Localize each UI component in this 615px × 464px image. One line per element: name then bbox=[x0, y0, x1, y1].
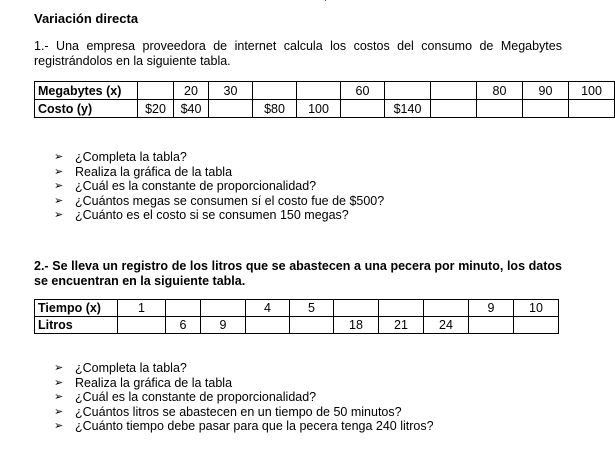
question-text: ¿Cuántos megas se consumen sí el costo fue de $500? bbox=[75, 193, 385, 208]
table-cell: 10 bbox=[514, 300, 559, 317]
question-text: ¿Cuánto es el costo si se consumen 150 megas? bbox=[75, 208, 349, 222]
arrowhead-bullet-icon: ➢ bbox=[54, 376, 64, 389]
table-row-megabytes bbox=[35, 82, 615, 100]
arrowhead-bullet-icon: ➢ bbox=[54, 420, 64, 432]
table-cell: $140 bbox=[385, 100, 431, 118]
question-text: Realiza la gráfica de la tabla bbox=[75, 164, 233, 179]
table-cell: 18 bbox=[334, 317, 379, 334]
table-cell bbox=[431, 100, 477, 118]
table-cell: 100 bbox=[297, 100, 341, 118]
table-cell: 20 bbox=[174, 82, 209, 100]
list-item bbox=[54, 405, 434, 420]
megabytes-cost-table bbox=[34, 81, 615, 118]
table-cell: 90 bbox=[523, 82, 569, 100]
table-cell: Costo (y) bbox=[35, 100, 138, 118]
table-cell bbox=[379, 300, 424, 317]
table-cell: 60 bbox=[341, 82, 385, 100]
table-cell: Megabytes (x) bbox=[35, 82, 138, 100]
arrowhead-bullet-icon: ➢ bbox=[54, 362, 64, 374]
table-row-cost bbox=[35, 100, 615, 118]
question-text: ¿Cuántos litros se abastecen en un tiempo de 50 minutos? bbox=[75, 404, 402, 419]
table-cell: 9 bbox=[469, 300, 514, 317]
table-cell bbox=[166, 300, 201, 317]
table-cell bbox=[118, 317, 166, 334]
question-text: ¿Cuál es la constante de proporcionalidad? bbox=[75, 390, 317, 404]
arrowhead-bullet-icon: ➢ bbox=[54, 194, 64, 207]
table-cell bbox=[424, 300, 469, 317]
table-cell: $20 bbox=[138, 100, 174, 118]
table-cell: 6 bbox=[166, 317, 201, 334]
table-cell: 30 bbox=[209, 82, 253, 100]
list-item bbox=[54, 150, 384, 165]
table-cell: $80 bbox=[253, 100, 297, 118]
question-text: ¿Cuál es la constante de proporcionalidad? bbox=[75, 179, 317, 193]
list-item bbox=[54, 376, 434, 391]
table-cell: Litros bbox=[35, 317, 118, 334]
table-cell bbox=[201, 300, 246, 317]
problem2-statement: 2.- Se lleva un registro de los litros que se abastecen a una pecera por minuto, los datos se encuentran en la siguiente tabla. bbox=[34, 259, 562, 288]
table-cell: 24 bbox=[424, 317, 469, 334]
table-cell bbox=[341, 100, 385, 118]
arrowhead-bullet-icon: ➢ bbox=[54, 391, 64, 403]
table-cell bbox=[477, 100, 523, 118]
table-cell bbox=[523, 100, 569, 118]
table-cell: 9 bbox=[201, 317, 246, 334]
question-text: Realiza la gráfica de la tabla bbox=[75, 375, 233, 390]
top-edge-mark bbox=[325, 0, 326, 1]
table-row-time bbox=[35, 300, 559, 317]
arrowhead-bullet-icon: ➢ bbox=[54, 209, 64, 221]
problem2-questions bbox=[54, 361, 434, 434]
question-text: ¿Cuánto tiempo debe pasar para que la pecera tenga 240 litros? bbox=[75, 419, 434, 433]
question-text: ¿Completa la tabla? bbox=[75, 361, 187, 375]
table-cell bbox=[334, 300, 379, 317]
table-cell: 80 bbox=[477, 82, 523, 100]
table-cell: 21 bbox=[379, 317, 424, 334]
table-cell: 4 bbox=[246, 300, 290, 317]
table-cell bbox=[385, 82, 431, 100]
table-cell bbox=[469, 317, 514, 334]
table-cell bbox=[209, 100, 253, 118]
question-text: ¿Completa la tabla? bbox=[75, 150, 187, 164]
table-cell bbox=[138, 82, 174, 100]
problem1-questions bbox=[54, 150, 384, 223]
list-item bbox=[54, 390, 434, 405]
table-cell bbox=[246, 317, 290, 334]
table-cell bbox=[514, 317, 559, 334]
table-cell: 5 bbox=[290, 300, 334, 317]
table-cell: Tiempo (x) bbox=[35, 300, 118, 317]
list-item bbox=[54, 194, 384, 209]
arrowhead-bullet-icon: ➢ bbox=[54, 165, 64, 178]
page-title: Variación directa bbox=[34, 11, 139, 26]
table-row-liters bbox=[35, 317, 559, 334]
list-item bbox=[54, 165, 384, 180]
table-cell: 100 bbox=[569, 82, 615, 100]
time-liters-table bbox=[34, 299, 559, 334]
arrowhead-bullet-icon: ➢ bbox=[54, 151, 64, 163]
table-cell bbox=[253, 82, 297, 100]
list-item bbox=[54, 208, 384, 223]
table-cell: $40 bbox=[174, 100, 209, 118]
table-cell bbox=[290, 317, 334, 334]
arrowhead-bullet-icon: ➢ bbox=[54, 405, 64, 418]
table-cell bbox=[569, 100, 615, 118]
table-cell: 1 bbox=[118, 300, 166, 317]
list-item bbox=[54, 179, 384, 194]
list-item bbox=[54, 419, 434, 434]
list-item bbox=[54, 361, 434, 376]
table-cell bbox=[297, 82, 341, 100]
table-cell bbox=[431, 82, 477, 100]
problem1-statement: 1.- Una empresa proveedora de internet calcula los costos del consumo de Megabytes registrándolos en la siguiente tabla. bbox=[34, 39, 562, 68]
arrowhead-bullet-icon: ➢ bbox=[54, 180, 64, 192]
